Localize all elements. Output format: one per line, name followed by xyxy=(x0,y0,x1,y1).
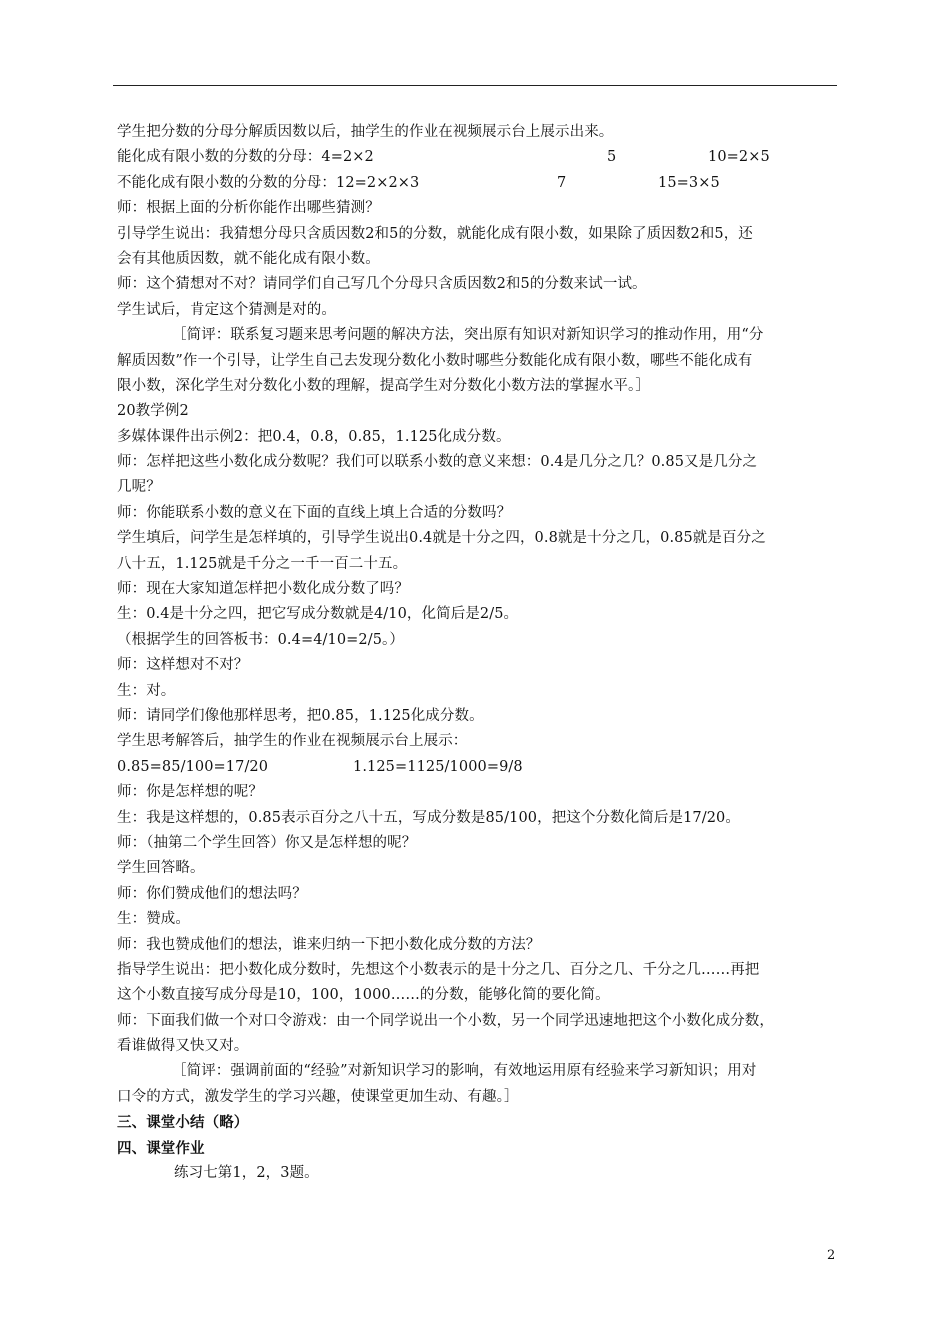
paragraph-line: 练习七第1，2，3题。 xyxy=(174,1165,319,1182)
paragraph-line: 师：怎样把这些小数化成分数呢？我们可以联系小数的意义来想：0.4是几分之几？0.85又是几分之 xyxy=(117,454,758,471)
commentary-line: 解质因数”作一个引导，让学生自己去发现分数化小数时哪些分数能化成有限小数，哪些不能化成有 xyxy=(117,352,753,369)
paragraph-line: 指导学生说出：把小数化成分数时，先想这个小数表示的是十分之几、百分之几、千分之几……再把 xyxy=(117,961,760,978)
equation: 1.125=1125/1000=9/8 xyxy=(353,758,523,775)
paragraph-line: 师：请同学们像他那样思考，把0.85，1.125化成分数。 xyxy=(117,707,484,724)
denominator-row-infinite xyxy=(117,171,841,196)
paragraph-line: 学生填后，问学生是怎样填的，引导学生说出0.4就是十分之四，0.8就是十分之几，0.85就是百分之 xyxy=(117,530,766,547)
row-value: 5 xyxy=(607,149,617,166)
section-heading: 三、课堂小结（略） xyxy=(117,1114,249,1132)
commentary-line: 口令的方式，激发学生的学习兴趣，使课堂更加生动、有趣。］ xyxy=(117,1088,519,1105)
paragraph-line: 生：0.4是十分之四，把它写成分数就是4/10，化简后是2/5。 xyxy=(117,606,519,623)
section-heading: 四、课堂作业 xyxy=(117,1139,205,1157)
row-value: 10=2×5 xyxy=(708,149,770,166)
row-label: 能化成有限小数的分数的分母：4=2×2 xyxy=(117,149,374,166)
paragraph-line: 生：对。 xyxy=(117,682,176,699)
row-value: 7 xyxy=(557,174,567,191)
paragraph-line: 学生试后，肯定这个猜测是对的。 xyxy=(117,301,336,318)
page-number: 2 xyxy=(827,1248,836,1263)
header-rule xyxy=(113,85,837,86)
paragraph-line: 学生思考解答后，抽学生的作业在视频展示台上展示： xyxy=(117,733,468,750)
paragraph-line: 师：我也赞成他们的想法，谁来归纳一下把小数化成分数的方法？ xyxy=(117,936,541,953)
paragraph-line: 师：（抽第二个学生回答）你又是怎样想的呢？ xyxy=(117,834,417,851)
paragraph-line: 学生回答略。 xyxy=(117,860,205,877)
denominator-row-finite xyxy=(117,145,841,170)
student-work-row xyxy=(117,755,841,780)
row-label: 不能化成有限小数的分数的分母：12=2×2×3 xyxy=(117,174,420,191)
paragraph-line: 学生把分数的分母分解质因数以后，抽学生的作业在视频展示台上展示出来。 xyxy=(117,124,614,140)
section-heading: 20教学例2 xyxy=(117,403,189,420)
paragraph-line: 引导学生说出：我猜想分母只含质因数2和5的分数，就能化成有限小数，如果除了质因数2和5，还 xyxy=(117,225,753,242)
paragraph-line: 生：我是这样想的，0.85表示百分之八十五，写成分数是85/100，把这个分数化简后是17/20。 xyxy=(117,809,740,826)
paragraph-line: 师：这样想对不对？ xyxy=(117,657,249,674)
commentary-line: ［简评：联系复习题来思考问题的解决方法，突出原有知识对新知识学习的推动作用，用“分 xyxy=(172,327,764,344)
paragraph-line: 多媒体课件出示例2：把0.4，0.8，0.85，1.125化成分数。 xyxy=(117,428,511,445)
paragraph-line: 八十五，1.125就是千分之一千一百二十五。 xyxy=(117,555,408,572)
commentary-line: 限小数，深化学生对分数化小数的理解，提高学生对分数化小数方法的掌握水平。］ xyxy=(117,377,650,394)
paragraph-line: 师：现在大家知道怎样把小数化成分数了吗？ xyxy=(117,581,409,598)
paragraph-line: 师：你是怎样想的呢？ xyxy=(117,784,263,801)
paragraph-line: （根据学生的回答板书：0.4=4/10=2/5。） xyxy=(117,631,405,648)
paragraph-line: 师：根据上面的分析你能作出哪些猜测？ xyxy=(117,200,380,217)
paragraph-line: 会有其他质因数，就不能化成有限小数。 xyxy=(117,250,380,267)
paragraph-line: 几呢？ xyxy=(117,479,161,496)
paragraph-line: 这个小数直接写成分母是10，100，1000……的分数，能够化简的要化简。 xyxy=(117,987,610,1004)
equation: 0.85=85/100=17/20 xyxy=(117,758,269,775)
paragraph-line: 师：下面我们做一个对口令游戏：由一个同学说出一个小数，另一个同学迅速地把这个小数化成分数， xyxy=(117,1012,774,1029)
paragraph-line: 师：你们赞成他们的想法吗？ xyxy=(117,885,307,902)
commentary-line: ［简评：强调前面的“经验”对新知识学习的影响，有效地运用原有经验来学习新知识；用对 xyxy=(172,1063,757,1080)
paragraph-line: 师：你能联系小数的意义在下面的直线上填上合适的分数吗？ xyxy=(117,504,512,521)
paragraph-line: 师：这个猜想对不对？请同学们自己写几个分母只含质因数2和5的分数来试一试。 xyxy=(117,276,647,293)
paragraph-line: 看谁做得又快又对。 xyxy=(117,1038,249,1055)
paragraph-line: 生：赞成。 xyxy=(117,911,190,928)
document-body xyxy=(117,120,841,1186)
row-value: 15=3×5 xyxy=(658,174,720,191)
